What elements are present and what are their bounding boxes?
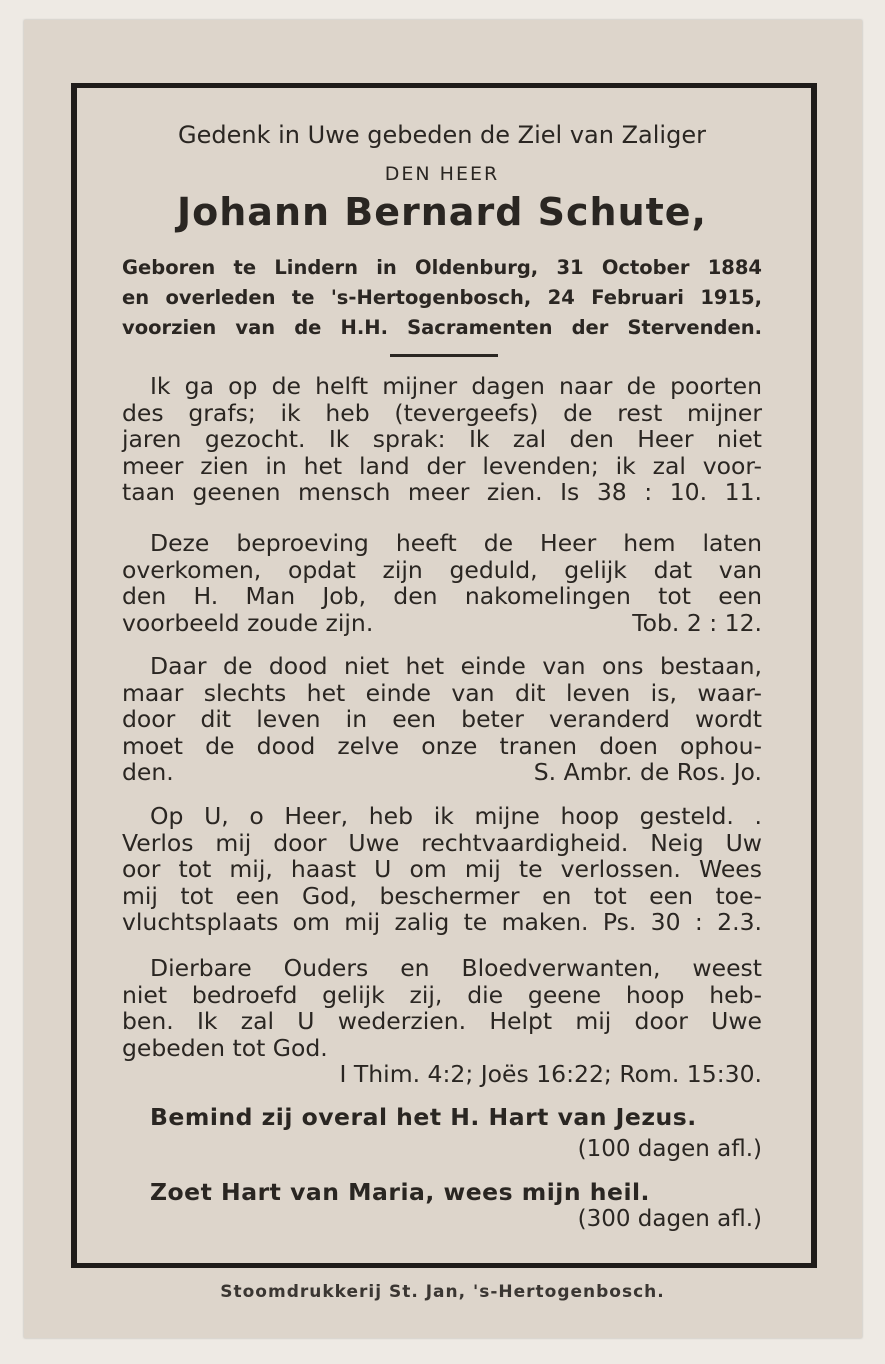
birth-death-details: [122, 253, 762, 343]
paragraph-family: [122, 955, 762, 1088]
scripture-reference: S. Ambr. de Ros. Jo.: [533, 758, 762, 786]
text-line: ben. Ik zal U wederzien. Helpt mij door Uwe: [122, 1007, 762, 1035]
text-line-with-reference: [122, 610, 762, 637]
prayer-sacred-heart: Bemind zij overal het H. Hart van Jezus.: [150, 1103, 697, 1131]
text-line-with-reference: [122, 759, 762, 786]
intro-line: Gedenk in Uwe gebeden de Ziel van Zaliger: [178, 121, 706, 149]
text-line: mij tot een God, beschermer en tot een toe-: [122, 881, 762, 910]
prayer-mary: Zoet Hart van Maria, wees mijn heil.: [150, 1178, 650, 1206]
paragraph-psalm: [122, 803, 762, 936]
indulgence-100: (100 dagen afl.): [577, 1136, 762, 1162]
text-line: vluchtsplaats om mij zalig te maken. Ps. 30 : 2.3.: [122, 908, 762, 936]
indulgence-300: (300 dagen afl.): [577, 1206, 762, 1232]
text-line: den.: [122, 758, 174, 786]
text-line: gebeden tot God.: [122, 1033, 328, 1062]
text-line: niet bedroefd gelijk zij, die geene hoop heb-: [122, 980, 762, 1009]
text-line: des grafs; ik heb (tevergeefs) de rest mijner: [122, 398, 762, 427]
printer-imprint: Stoomdrukkerij St. Jan, 's-Hertogenbosch.: [220, 1282, 665, 1302]
text-line: Daar de dood niet het einde van ons bestaan,: [150, 652, 762, 680]
details-line: voorzien van de H.H. Sacramenten der Stervenden.: [122, 316, 762, 339]
text-line: overkomen, opdat zijn geduld, gelijk dat van: [122, 555, 762, 584]
text-line: oor tot mij, haast U om mij te verlossen. Wees: [122, 855, 762, 883]
paragraph-isaiah: [122, 373, 762, 506]
text-line: Verlos mij door Uwe rechtvaardigheid. Neig Uw: [122, 828, 762, 857]
scripture-reference: I Thim. 4:2; Joës 16:22; Rom. 15:30.: [339, 1060, 762, 1088]
text-line: Deze beproeving heeft de Heer hem laten: [150, 529, 762, 557]
text-line: door dit leven in een beter veranderd wordt: [122, 705, 762, 733]
text-line: moet de dood zelve onze tranen doen ophou-: [122, 731, 762, 760]
paragraph-ambrose: [122, 653, 762, 786]
text-line: Op U, o Heer, heb ik mijne hoop gesteld. .: [150, 802, 762, 830]
text-line: meer zien in het land der levenden; ik zal voor-: [122, 451, 762, 480]
paragraph-tobit: [122, 530, 762, 636]
text-line: den H. Man Job, den nakomelingen tot een: [122, 582, 762, 610]
deceased-name: Johann Bernard Schute,: [177, 190, 707, 234]
text-line: jaren gezocht. Ik sprak: Ik zal den Heer niet: [122, 425, 762, 453]
text-line: voorbeeld zoude zijn.: [122, 608, 374, 637]
text-line: taan geenen mensch meer zien. Is 38 : 10. 11.: [122, 478, 762, 506]
scripture-reference: Tob. 2 : 12.: [632, 608, 762, 637]
details-line: en overleden te 's-Hertogenbosch, 24 Februari 1915,: [122, 286, 762, 309]
text-line: Dierbare Ouders en Bloedverwanten, weest: [150, 954, 762, 982]
text-line: Ik ga op de helft mijner dagen naar de poorten: [150, 372, 762, 400]
divider-rule: [390, 354, 498, 357]
details-line: Geboren te Lindern in Oldenburg, 31 October 1884: [122, 256, 762, 279]
text-line: maar slechts het einde van dit leven is, waar-: [122, 678, 762, 707]
title-prefix: DEN HEER: [384, 163, 500, 185]
